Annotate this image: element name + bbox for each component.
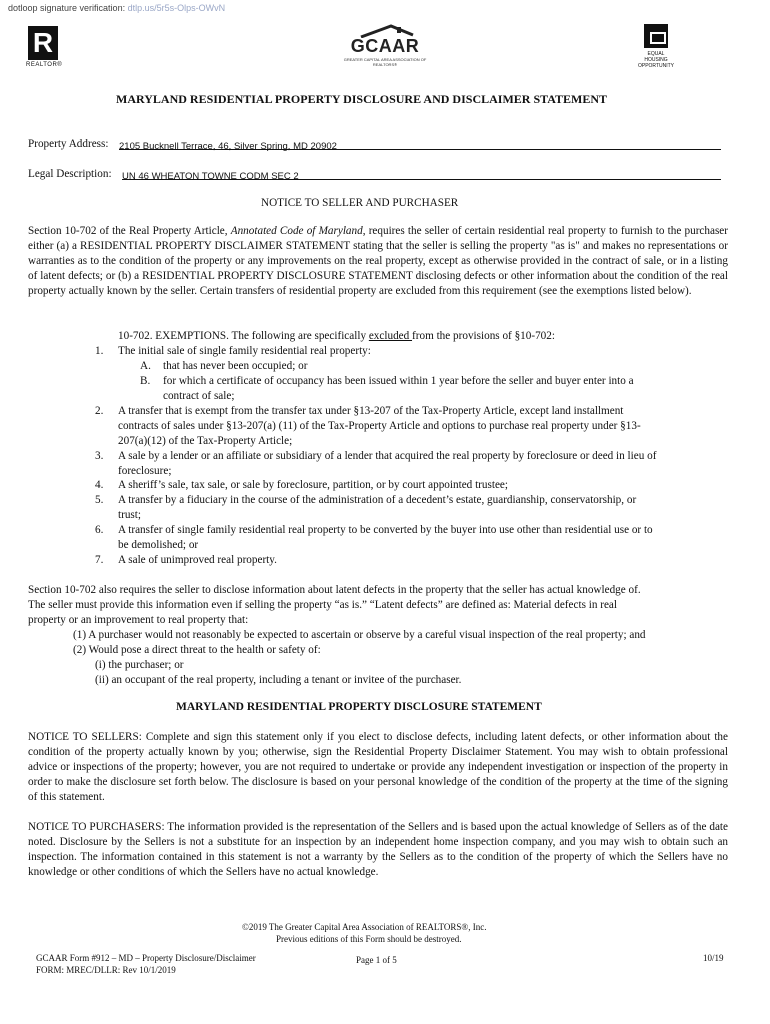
exemptions-lead-post: from the provisions of §10-702:	[412, 330, 555, 342]
intro-text-pre: Section 10-702 of the Real Property Article,	[28, 225, 231, 237]
exemption-num: 7.	[95, 554, 104, 566]
realtor-mark: R	[32, 27, 54, 58]
gcaar-logo	[335, 22, 435, 72]
legal-description-label: Legal Description:	[28, 168, 112, 180]
gcaar-subtitle: GREATER CAPITAL AREA ASSOCIATION OF REALTORS®	[343, 57, 427, 67]
latent-subitem: (ii) an occupant of the real property, including a tenant or invitee of the purchaser.	[95, 674, 462, 686]
exemption-text: that has never been occupied; or	[163, 360, 308, 372]
latent-line: property or an improvement to real property that:	[28, 614, 249, 626]
notice-heading: NOTICE TO SELLER AND PURCHASER	[261, 197, 459, 209]
latent-subitem: (i) the purchaser; or	[95, 659, 184, 671]
exemption-text: 207(a)(12) of the Tax-Property Article;	[118, 435, 293, 447]
realtor-caption: REALTOR®	[26, 62, 63, 68]
exemption-text: be demolished; or	[118, 539, 199, 551]
footer-form-rev: FORM: MREC/DLLR: Rev 10/1/2019	[36, 965, 176, 975]
intro-text-italic: Annotated Code of Maryland	[230, 225, 363, 237]
property-address-label: Property Address:	[28, 138, 109, 150]
footer-page-number: Page 1 of 5	[356, 955, 397, 965]
page-title: MARYLAND RESIDENTIAL PROPERTY DISCLOSURE AND DISCLAIMER STATEMENT	[116, 92, 608, 106]
roof-icon	[357, 24, 417, 38]
equal-housing-icon	[644, 24, 668, 48]
notice-to-purchasers: NOTICE TO PURCHASERS: The information provided is the representation of the Sellers and is based upon the actual knowledge of Sellers as of the date noted. Disclosure by the Sellers is not a substitute for an inspection by an independent home inspection company, and you may wish to obtain such an inspection. The information contained in this statement is not a warranty by the Sellers as to the condition of the property of which the Sellers have no knowledge or other conditions of which the Sellers have no actual knowledge.	[28, 821, 728, 879]
exemptions-lead-pre: 10-702. EXEMPTIONS. The following are specifically	[118, 330, 369, 342]
latent-item: (1) A purchaser would not reasonably be expected to ascertain or observe by a careful visual inspection of the real property; and	[73, 629, 646, 641]
eho-caption-2: OPPORTUNITY	[637, 63, 675, 69]
exemption-num: 6.	[95, 524, 104, 536]
exemption-num: 3.	[95, 450, 104, 462]
property-address-field[interactable]	[119, 136, 721, 150]
verification-link[interactable]: dtlp.us/5r5s-Olps-OWvN	[127, 3, 226, 13]
verification-label: dotloop signature verification:	[8, 3, 126, 13]
exemption-text: The initial sale of single family residential real property:	[118, 345, 371, 357]
exemption-text: trust;	[118, 509, 141, 521]
equal-housing-logo	[636, 24, 676, 70]
exemption-text: A sheriff’s sale, tax sale, or sale by foreclosure, partition, or by court appointed trustee;	[118, 479, 508, 491]
realtor-logo	[26, 26, 62, 70]
exemption-text: A sale by a lender or an affiliate or subsidiary of a lender that acquired the real property by foreclosure or deed in lieu of	[118, 450, 657, 462]
latent-item: (2) Would pose a direct threat to the health or safety of:	[73, 644, 321, 656]
exemption-num: 5.	[95, 494, 104, 506]
latent-line: Section 10-702 also requires the seller to disclose information about latent defects in the property that the seller has actual knowledge of.	[28, 584, 641, 596]
signature-verification	[8, 3, 225, 13]
property-address-value: 2105 Bucknell Terrace, 46, Silver Spring, MD 20902	[119, 141, 337, 152]
notice-to-sellers: NOTICE TO SELLERS: Complete and sign this statement only if you elect to disclose defects, including latent defects, or other information about the condition of the property actually known by you; otherwise, sign the Residential Property Disclaimer Statement. You may wish to obtain professional advice or inspections of the property; however, you are not required to undertake or provide any independent investigation or inspection of the property in order to make the disclosure set forth below. The disclosure is based on your personal knowledge of the condition of the property at the time of the signing of this statement.	[28, 731, 728, 804]
legal-description-value: UN 46 WHEATON TOWNE CODM SEC 2	[122, 171, 299, 182]
eho-caption-1: EQUAL HOUSING	[644, 51, 668, 63]
exemption-text: contract of sale;	[163, 390, 235, 402]
exemption-text: A sale of unimproved real property.	[118, 554, 277, 566]
exemption-text: A transfer by a fiduciary in the course of the administration of a decedent’s estate, guardianship, conservatorship, or	[118, 494, 637, 506]
exemption-num: 1.	[95, 345, 104, 357]
footer-date: 10/19	[703, 953, 724, 963]
legal-description-field[interactable]	[122, 166, 721, 180]
footer-previous-editions: Previous editions of this Form should be destroyed.	[276, 934, 462, 944]
exemption-num: B.	[140, 375, 151, 387]
gcaar-wordmark: GCAAR	[350, 36, 420, 56]
footer-copyright: ©2019 The Greater Capital Area Association of REALTORS®, Inc.	[242, 922, 487, 932]
exemption-num: 2.	[95, 405, 104, 417]
disclosure-heading: MARYLAND RESIDENTIAL PROPERTY DISCLOSURE STATEMENT	[176, 701, 542, 713]
exemption-text: foreclosure;	[118, 465, 172, 477]
intro-paragraph	[28, 224, 728, 299]
exemption-text: A transfer that is exempt from the transfer tax under §13-207 of the Tax-Property Article, except land installment	[118, 405, 624, 417]
footer-form-id: GCAAR Form #912 – MD – Property Disclosure/Disclaimer	[36, 953, 256, 963]
intro-text-post: , requires the seller of certain residential real property to furnish to the purchaser either (a) a RESIDENTIAL PROPERTY DISCLAIMER STATEMENT stating that the seller is selling the property "as is" and makes no representations or warranties as to the condition of the property or any improvements on the real property, except as otherwise provided in the contract of sale, or in a listing of latent defects; or (b) a RESIDENTIAL PROPERTY DISCLOSURE STATEMENT disclosing defects or other information about the condition of the real property actually known by the seller. Certain transfers of residential property are excluded from this requirement (see the exemptions listed below).	[28, 225, 728, 298]
latent-line: The seller must provide this information even if selling the property “as is.” “Latent defects” are defined as: Material defects in real	[28, 599, 617, 611]
exemption-text: contracts of sales under §13-207(a) (11) of the Tax-Property Article and options to purchase real property under §13-	[118, 420, 641, 432]
exemptions-lead	[118, 329, 555, 344]
exemptions-lead-underlined: excluded	[368, 330, 413, 342]
exemption-text: A transfer of single family residential real property to be converted by the buyer into use other than residential use or to	[118, 524, 653, 536]
exemption-num: A.	[140, 360, 151, 372]
exemption-num: 4.	[95, 479, 104, 491]
exemption-text: for which a certificate of occupancy has been issued within 1 year before the seller and buyer enter into a	[163, 375, 634, 387]
